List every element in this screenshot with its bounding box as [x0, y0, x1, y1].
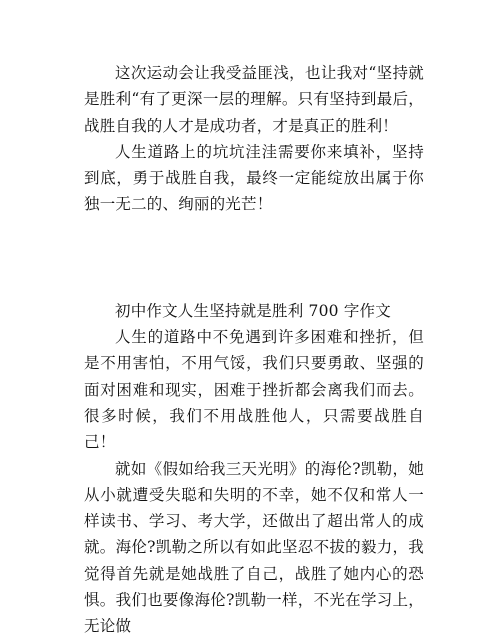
paragraph: 人生的道路中不免遇到许多困难和挫折，但是不用害怕，不用气馁，我们只要勇敢、坚强的面对困难和现实，困难于挫折都会离我们而去。很多时候，我们不用战胜他人，只需要战胜自己！ [84, 328, 424, 452]
article-title: 初中作文人生坚持就是胜利 700 字作文 [115, 301, 391, 320]
paragraph: 就如《假如给我三天光明》的海伦?凯勒，她从小就遭受失聪和失明的不幸，她不仅和常人一样读书、学习、考大学，还做出了超出常人的成就。海伦?凯勒之所以有如此坚忍不拔的毅力，我觉得首先就是她战胜了自己，战胜了她内心的恐惧。我们也要像海伦?凯勒一样，不光在学习上，无论做 [84, 459, 424, 636]
document-page [84, 60, 424, 640]
paragraph: 人生道路上的坑坑洼洼需要你来填补，坚持到底，勇于战胜自我，最终一定能绽放出属于你独一无二的、绚丽的光芒！ [84, 142, 424, 214]
section-gap [84, 218, 424, 298]
paragraph: 这次运动会让我受益匪浅，也让我对“坚持就是胜利“有了更深一层的理解。只有坚持到最后，战胜自我的人才是成功者，才是真正的胜利！ [84, 64, 424, 135]
